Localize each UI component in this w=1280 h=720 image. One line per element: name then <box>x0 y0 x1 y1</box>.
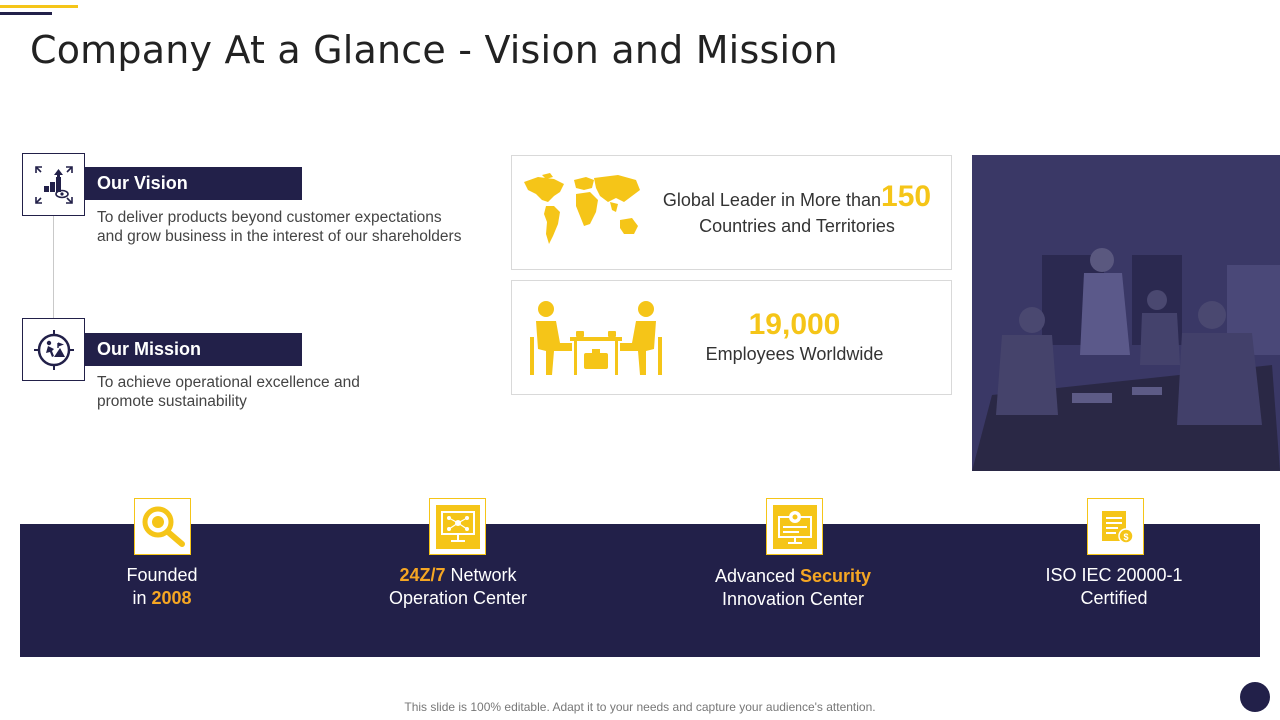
feature-founded-icon-box <box>134 498 191 555</box>
feature-network-line1: Network <box>445 565 517 585</box>
feature-founded-line1: Founded <box>126 565 198 585</box>
mission-text-line2: promote sustainability <box>97 393 247 410</box>
stat-countries-prefix: Global Leader in More than <box>662 190 882 210</box>
stat-employees-text <box>682 309 907 367</box>
growth-chart-icon <box>32 163 76 207</box>
feature-founded-prefix: in <box>132 588 152 608</box>
feature-iso-text <box>994 564 1234 610</box>
stat-employees-number: 19,000 <box>748 308 841 341</box>
feature-iso-line1: ISO IEC 20000-1 <box>1045 565 1183 585</box>
svg-text:$: $ <box>1122 531 1129 542</box>
feature-security-icon-box <box>766 498 823 555</box>
feature-network-line2: Operation Center <box>388 588 528 608</box>
feature-security-prefix: Advanced <box>714 566 800 586</box>
feature-iso-icon-box <box>1087 498 1144 555</box>
magnifier-icon <box>140 504 186 550</box>
feature-network-icon-box <box>429 498 486 555</box>
feature-network-text <box>338 564 578 610</box>
feature-security-highlight: Security <box>800 566 872 586</box>
feature-security-text <box>673 565 913 611</box>
vision-mission-connector <box>53 214 54 320</box>
certificate-icon <box>1096 507 1136 547</box>
corner-dot <box>1240 682 1270 712</box>
team-meeting-image <box>972 155 1280 471</box>
team-meeting-photo <box>972 155 1280 471</box>
accent-bar-navy <box>0 12 52 15</box>
stat-employees-suffix: Employees Worldwide <box>705 344 884 364</box>
mission-icon-box <box>22 318 85 381</box>
stat-employees-box <box>511 280 952 395</box>
vision-heading: Our Vision <box>84 167 302 200</box>
meeting-people-icon <box>526 297 666 377</box>
feature-founded-year: 2008 <box>151 588 192 608</box>
network-monitor-icon <box>440 509 476 545</box>
feature-network-icon-bg <box>436 505 480 549</box>
feature-iso-line2: Certified <box>1080 588 1148 608</box>
vision-text-line1: To deliver products beyond customer expectations <box>97 209 442 226</box>
feature-founded-text <box>42 564 282 610</box>
stat-countries-number: 150 <box>881 180 932 213</box>
mission-text <box>97 373 497 411</box>
footer-note: This slide is 100% editable. Adapt it to your needs and capture your audience's attention. <box>404 700 876 714</box>
mission-heading: Our Mission <box>84 333 302 366</box>
vision-text-line2: and grow business in the interest of our shareholders <box>97 228 462 245</box>
stat-countries-suffix: Countries and Territories <box>699 216 895 236</box>
vision-icon-box <box>22 153 85 216</box>
world-map-icon <box>520 172 650 254</box>
target-climber-icon <box>32 328 76 372</box>
feature-security-line2: Innovation Center <box>721 589 865 609</box>
vision-text <box>97 208 497 246</box>
stat-countries-text <box>652 180 942 239</box>
accent-bar-yellow <box>0 5 78 8</box>
stat-countries-box <box>511 155 952 270</box>
feature-security-icon-bg <box>773 505 817 549</box>
mission-text-line1: To achieve operational excellence and <box>97 374 360 391</box>
page-title: Company At a Glance - Vision and Mission <box>30 28 838 72</box>
gear-monitor-icon <box>777 509 813 545</box>
feature-network-highlight: 24Z/7 <box>399 565 446 585</box>
